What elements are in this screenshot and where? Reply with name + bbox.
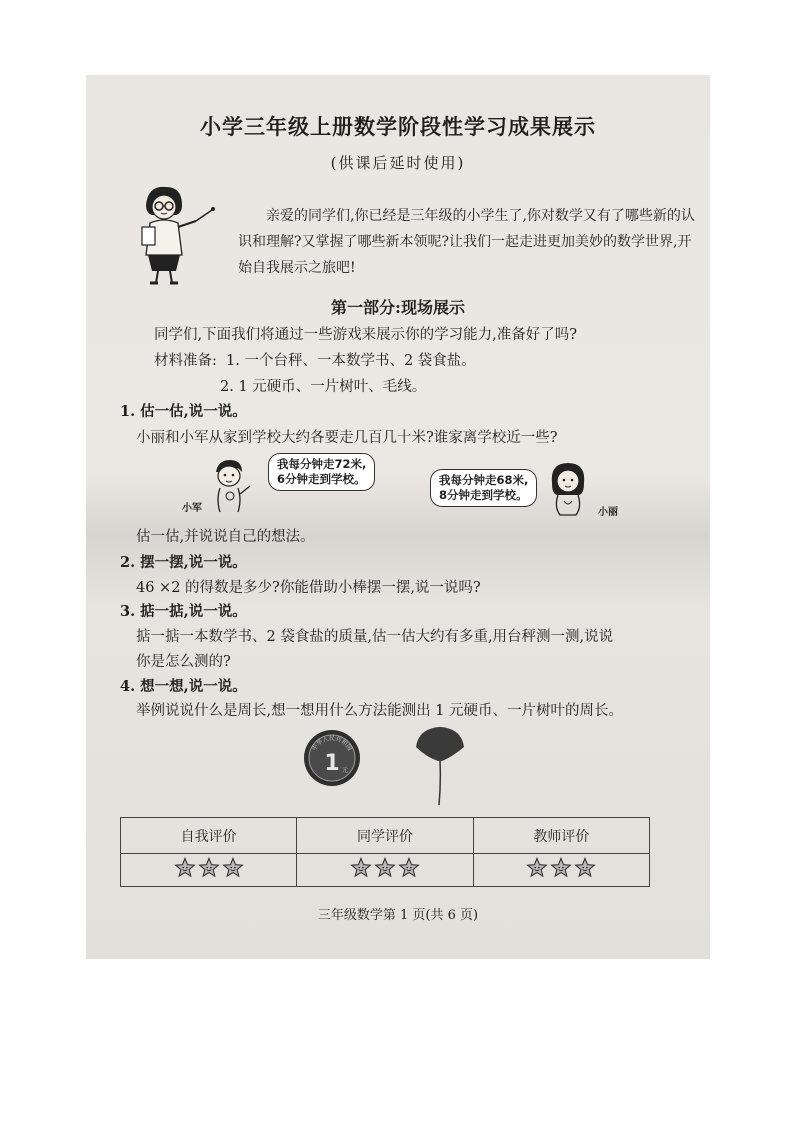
self-evaluation-header: 自我评价 <box>121 818 297 854</box>
question-2-text: 46 ×2 的得数是多少?你能借助小棒摆一摆,说一说吗? <box>136 580 481 596</box>
question-3-line-2: 你是怎么测的? <box>136 654 231 670</box>
xiaojun-speech-bubble <box>268 453 375 491</box>
girl-illustration <box>546 461 594 519</box>
question-1-heading: 1. 估一估,说一说。 <box>120 403 247 420</box>
xiaoli-bubble-line-2: 8分钟走到学校。 <box>439 488 528 502</box>
coin-top-text: 中华人民共和国 <box>310 735 354 753</box>
question-3-heading: 3. 掂一掂,说一说。 <box>120 603 247 620</box>
rating-star-icon[interactable] <box>350 857 372 879</box>
xiaoli-name: 小丽 <box>598 507 618 518</box>
page-subtitle: (供课后延时使用) <box>330 154 466 172</box>
intro-paragraph: 亲爱的同学们,你已经是三年级的小学生了,你对数学又有了哪些新的认识和理解?又掌握了哪些新本领呢?让我们一起走进更加美妙的数学世界,开始自我展示之旅吧! <box>238 208 695 276</box>
boy-illustration <box>208 458 256 518</box>
page-title: 小学三年级上册数学阶段性学习成果展示 <box>200 114 596 139</box>
evaluation-table <box>120 817 650 887</box>
rating-star-icon[interactable] <box>374 857 396 879</box>
worksheet-page <box>86 75 710 959</box>
self-evaluation-stars[interactable] <box>121 854 297 887</box>
evaluation-header-row <box>121 818 650 854</box>
question-2-heading: 2. 摆一摆,说一说。 <box>120 554 247 571</box>
section-intro: 同学们,下面我们将通过一些游戏来展示你的学习能力,准备好了吗? <box>154 327 577 343</box>
evaluation-stars-row <box>121 854 650 887</box>
xiaojun-bubble-line-2: 6分钟走到学校。 <box>277 472 366 486</box>
teacher-evaluation-header: 教师评价 <box>473 818 649 854</box>
teacher-evaluation-stars[interactable] <box>473 854 649 887</box>
rating-star-icon[interactable] <box>526 857 548 879</box>
question-4-text: 举例说说什么是周长,想一想用什么方法能测出 1 元硬币、一片树叶的周长。 <box>136 703 624 719</box>
rating-star-icon[interactable] <box>222 857 244 879</box>
coin-icon <box>302 728 362 788</box>
peer-evaluation-header: 同学评价 <box>297 818 473 854</box>
rating-star-icon[interactable] <box>550 857 572 879</box>
coin-unit: 元 <box>342 767 349 774</box>
rating-star-icon[interactable] <box>174 857 196 879</box>
xiaojun-name: 小军 <box>182 503 202 514</box>
section-title: 第一部分:现场展示 <box>331 298 465 317</box>
rating-star-icon[interactable] <box>574 857 596 879</box>
coin-number: 1 <box>324 751 340 776</box>
xiaoli-bubble-line-1: 我每分钟走68米, <box>439 473 529 487</box>
teacher-illustration <box>136 183 216 288</box>
leaf-icon <box>412 725 468 807</box>
materials-line-1: 1. 一个台秤、一本数学书、2 袋食盐。 <box>226 353 476 369</box>
xiaojun-bubble-line-1: 我每分钟走72米, <box>277 457 367 471</box>
question-3-line-1: 掂一掂一本数学书、2 袋食盐的质量,估一估大约有多重,用台秤测一测,说说 <box>136 629 614 645</box>
question-1-followup: 估一估,并说说自己的想法。 <box>136 529 315 545</box>
xiaoli-speech-bubble <box>430 469 537 507</box>
rating-star-icon[interactable] <box>398 857 420 879</box>
rating-star-icon[interactable] <box>198 857 220 879</box>
question-4-heading: 4. 想一想,说一说。 <box>120 678 247 695</box>
question-1-text: 小丽和小军从家到学校大约各要走几百几十米?谁家离学校近一些? <box>136 430 558 446</box>
page-footer: 三年级数学第 1 页(共 6 页) <box>317 908 479 923</box>
peer-evaluation-stars[interactable] <box>297 854 473 887</box>
materials-line-2: 2. 1 元硬币、一片树叶、毛线。 <box>220 379 427 395</box>
materials-label: 材料准备: <box>154 353 217 369</box>
